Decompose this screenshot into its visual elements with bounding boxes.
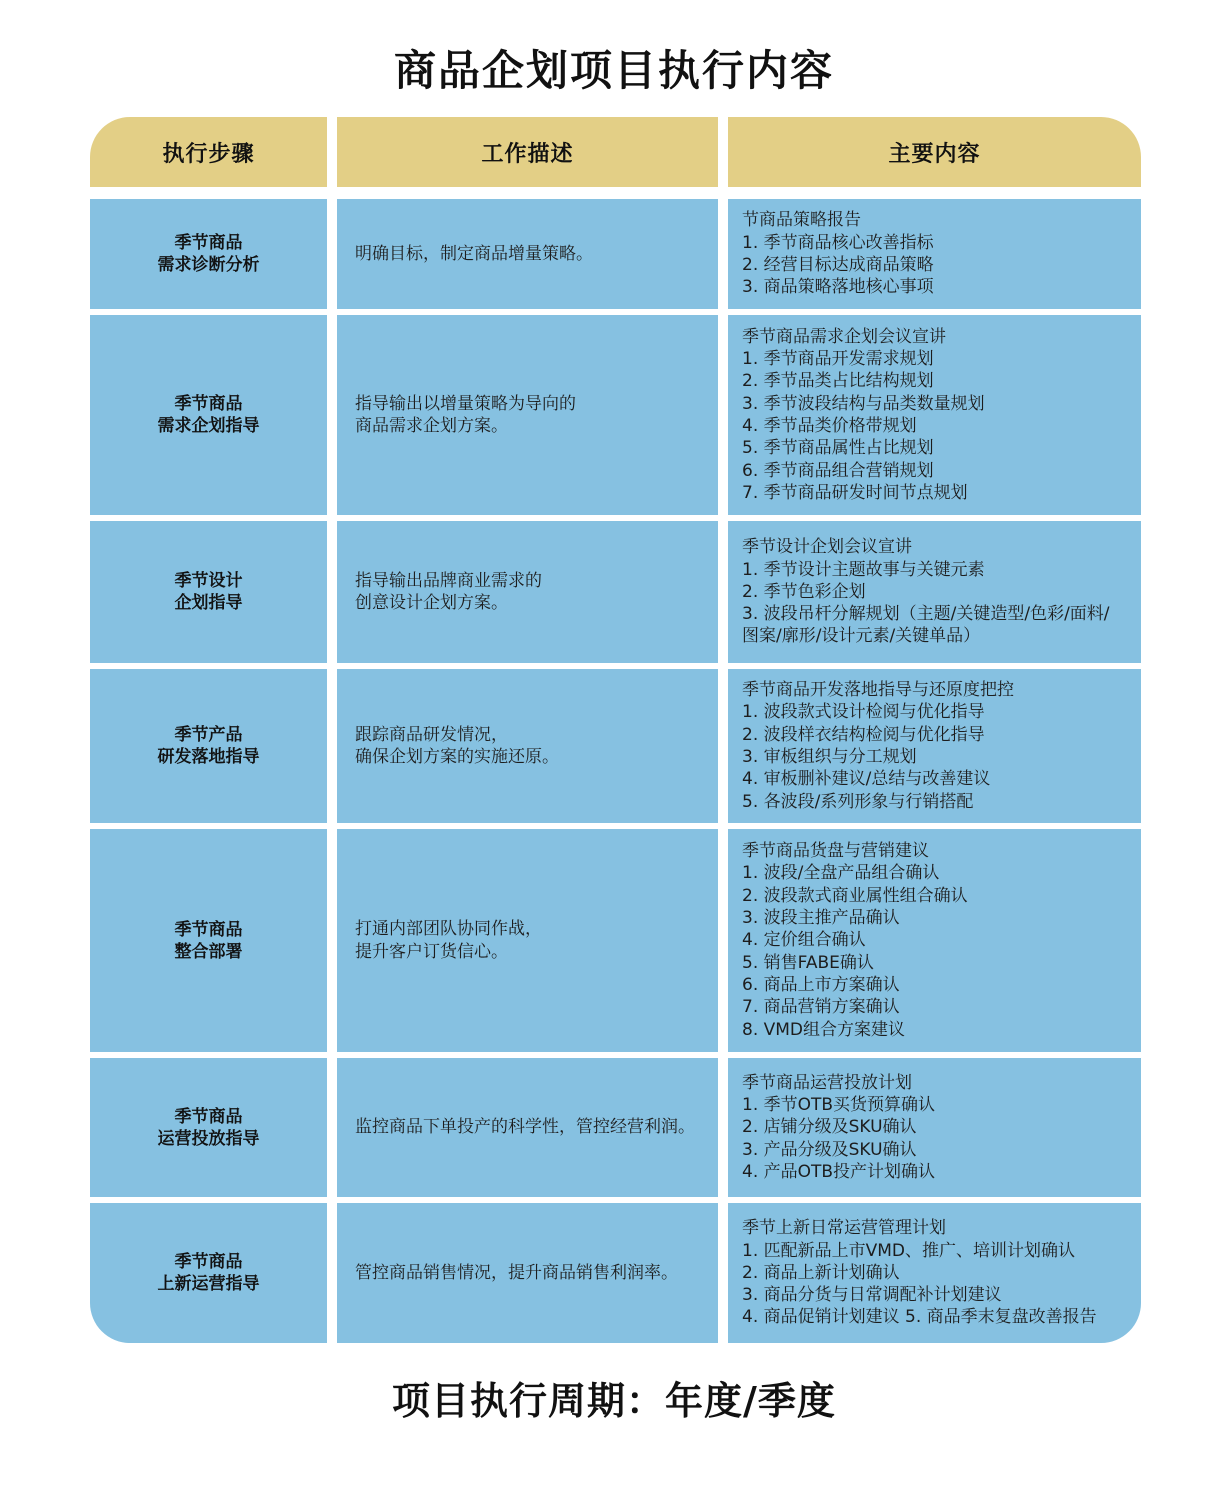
content-cell-line: 2. 季节品类占比结构规划: [742, 371, 934, 392]
content-cell-line: 2. 波段样衣结构检阅与优化指导: [742, 724, 985, 745]
content-cell-line: 3. 商品策略落地核心事项: [742, 277, 934, 298]
content-cell-line: 3. 审板组织与分工规划: [742, 747, 917, 767]
step-cell: [90, 199, 327, 309]
description-cell-line: 指导输出品牌商业需求的: [355, 570, 542, 591]
content-cell-line: 5. 销售FABE确认: [742, 952, 874, 973]
description-cell: [337, 829, 718, 1052]
content-cell-line: 1. 季节商品核心改善指标: [742, 232, 934, 253]
content-cell-line: 1. 波段/全盘产品组合确认: [742, 863, 940, 884]
step-cell-line: 季节商品: [174, 1252, 243, 1272]
content-cell-line: 2. 经营目标达成商品策略: [742, 255, 934, 275]
content-cell-line: 1. 波段款式设计检阅与优化指导: [742, 702, 985, 723]
step-cell: [90, 829, 327, 1052]
content-cell-line: 3. 季节波段结构与品类数量规划: [742, 393, 985, 414]
step-cell-line: 季节设计: [174, 571, 243, 591]
content-cell: [728, 1058, 1141, 1197]
description-cell-line: 跟踪商品研发情况，: [355, 724, 508, 745]
content-cell-line: 3. 产品分级及SKU确认: [742, 1139, 917, 1160]
execution-table: [90, 117, 1141, 1343]
page-title: 商品企划项目执行内容: [393, 46, 834, 95]
description-cell-line: 确保企划方案的实施还原。: [355, 747, 559, 767]
content-cell-line: 1. 匹配新品上市VMD、推广、培训计划确认: [742, 1240, 1076, 1261]
content-cell-line: 3. 波段吊杆分解规划（主题/关键造型/色彩/面料/: [742, 604, 1110, 625]
step-cell-line: 研发落地指导: [157, 747, 260, 767]
content-cell-line: 1. 季节设计主题故事与关键元素: [742, 559, 985, 580]
step-cell-line: 运营投放指导: [157, 1128, 260, 1149]
description-cell-line: 商品需求企划方案。: [355, 416, 508, 436]
description-cell: [337, 669, 718, 823]
step-cell-line: 季节商品: [174, 919, 243, 940]
content-cell-line: 7. 商品营销方案确认: [742, 997, 900, 1018]
content-cell-line: 4. 商品促销计划建议 5. 商品季末复盘改善报告: [742, 1307, 1097, 1328]
content-cell-line: 5. 各波段/系列形象与行销搭配: [742, 791, 974, 812]
description-cell-line: 打通内部团队协同作战，: [355, 919, 542, 940]
content-cell: [728, 521, 1141, 663]
step-cell-line: 企划指导: [174, 593, 243, 613]
description-cell: [337, 315, 718, 515]
description-cell: [337, 199, 718, 309]
content-cell-line: 3. 商品分货与日常调配补计划建议: [742, 1285, 1002, 1306]
content-cell-line: 季节设计企划会议宣讲: [742, 537, 912, 558]
content-cell-line: 季节商品货盘与营销建议: [742, 841, 929, 862]
header-description: 工作描述: [337, 117, 718, 187]
content-cell-line: 季节商品开发落地指导与还原度把控: [742, 680, 1014, 701]
content-cell-line: 季节上新日常运营管理计划: [742, 1218, 946, 1239]
description-cell-line: 创意设计企划方案。: [355, 593, 508, 613]
content-cell-line: 4. 产品OTB投产计划确认: [742, 1161, 936, 1182]
content-cell-line: 2. 季节色彩企划: [742, 581, 866, 602]
step-cell-line: 季节商品: [174, 1106, 243, 1127]
description-cell-line: 监控商品下单投产的科学性，管控经营利润。: [355, 1117, 695, 1138]
content-cell: [728, 829, 1141, 1052]
content-cell-line: 2. 店铺分级及SKU确认: [742, 1117, 917, 1138]
content-cell-line: 7. 季节商品研发时间节点规划: [742, 482, 968, 503]
step-cell: [90, 1058, 327, 1197]
step-cell-line: 季节商品: [174, 233, 243, 253]
step-cell: [90, 315, 327, 515]
content-cell-line: 4. 季节品类价格带规划: [742, 416, 917, 436]
content-cell-line: 8. VMD组合方案建议: [742, 1019, 906, 1040]
description-cell-line: 明确目标，制定商品增量策略。: [355, 243, 593, 264]
header-step: 执行步骤: [90, 117, 327, 187]
step-cell-line: 季节商品: [174, 394, 243, 414]
content-cell-line: 4. 定价组合确认: [742, 930, 866, 951]
description-cell-line: 指导输出以增量策略为导向的: [355, 393, 576, 414]
step-cell: [90, 669, 327, 823]
content-cell-line: 6. 季节商品组合营销规划: [742, 460, 934, 481]
content-cell: [728, 669, 1141, 823]
description-cell: [337, 1058, 718, 1197]
step-cell-line: 季节产品: [174, 725, 243, 745]
content-cell-line: 3. 波段主推产品确认: [742, 908, 900, 929]
content-cell: [728, 315, 1141, 515]
footer-cycle: 项目执行周期：年度/季度: [392, 1379, 836, 1423]
content-cell: [728, 1203, 1141, 1343]
content-cell-line: 图案/廓形/设计元素/关键单品）: [742, 626, 981, 647]
content-cell-line: 2. 波段款式商业属性组合确认: [742, 885, 968, 906]
step-cell: [90, 521, 327, 663]
header-content: 主要内容: [728, 117, 1141, 187]
step-cell-line: 整合部署: [174, 941, 243, 962]
description-cell-line: 管控商品销售情况，提升商品销售利润率。: [355, 1262, 678, 1283]
content-cell-line: 1. 季节商品开发需求规划: [742, 349, 934, 370]
content-cell-line: 1. 季节OTB买货预算确认: [742, 1095, 936, 1116]
content-cell: [728, 199, 1141, 309]
step-cell: [90, 1203, 327, 1343]
step-cell-line: 上新运营指导: [157, 1274, 260, 1294]
description-cell: [337, 1203, 718, 1343]
content-cell-line: 季节商品需求企划会议宣讲: [742, 326, 946, 347]
description-cell-line: 提升客户订货信心。: [355, 941, 508, 962]
content-cell-line: 5. 季节商品属性占比规划: [742, 438, 934, 459]
content-cell-line: 6. 商品上市方案确认: [742, 974, 900, 995]
step-cell-line: 需求诊断分析: [157, 255, 260, 275]
content-cell-line: 4. 审板删补建议/总结与改善建议: [742, 769, 991, 790]
content-cell-line: 节商品策略报告: [742, 210, 861, 231]
content-cell-line: 2. 商品上新计划确认: [742, 1262, 900, 1283]
step-cell-line: 需求企划指导: [157, 416, 260, 436]
description-cell: [337, 521, 718, 663]
content-cell-line: 季节商品运营投放计划: [742, 1072, 912, 1093]
